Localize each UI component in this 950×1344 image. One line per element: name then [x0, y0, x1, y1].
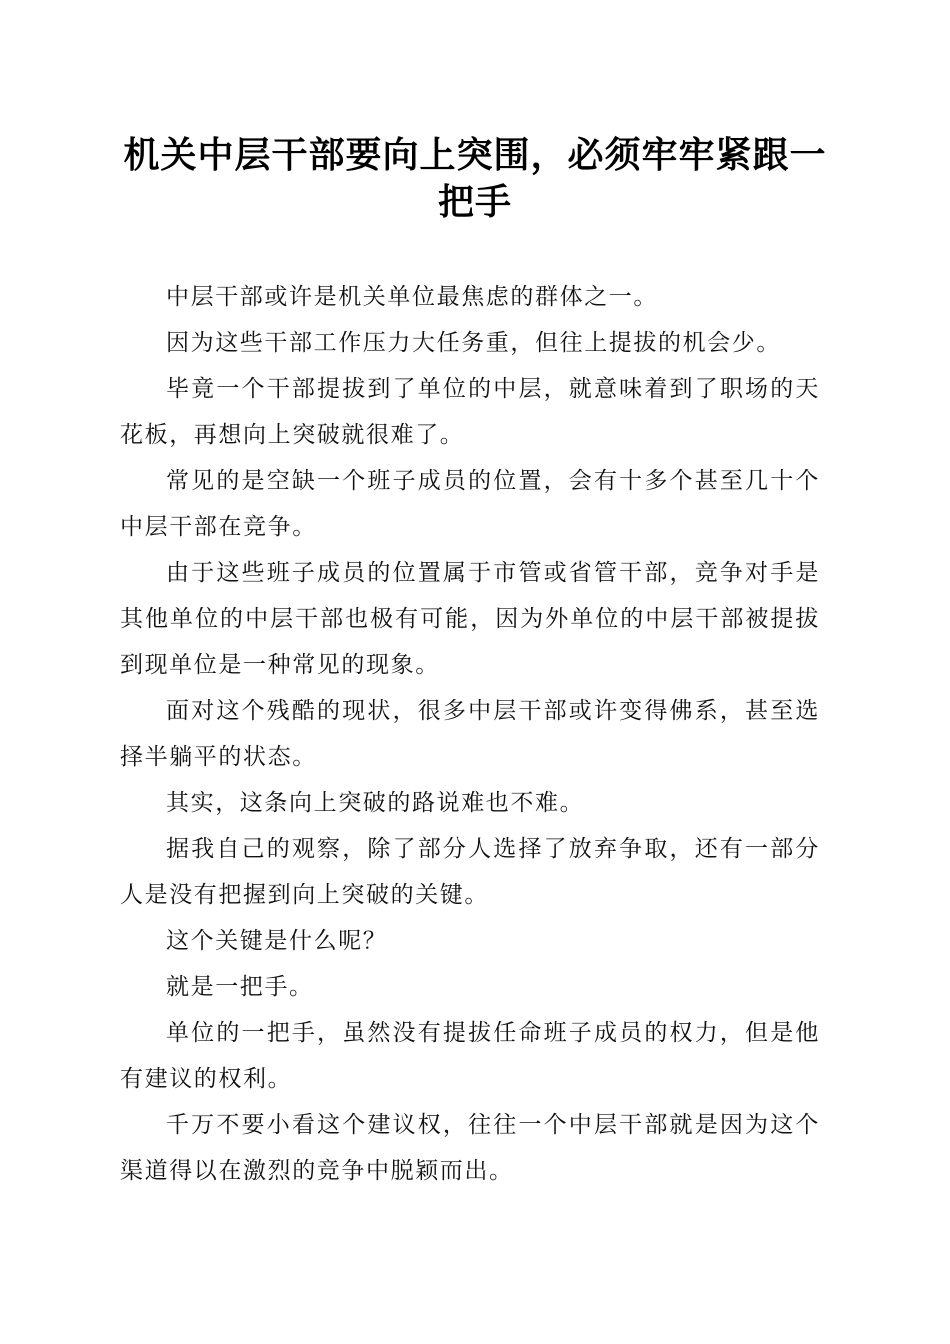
paragraph: 面对这个残酷的现状，很多中层干部或许变得佛系，甚至选择半躺平的状态。 — [120, 698, 820, 770]
paragraph: 常见的是空缺一个班子成员的位置，会有十多个甚至几十个中层干部在竞争。 — [120, 468, 820, 540]
document-title: 机关中层干部要向上突围，必须牢牢紧跟一把手 — [123, 134, 827, 223]
paragraph: 这个关键是什么呢？ — [166, 928, 388, 954]
paragraph: 因为这些干部工作压力大任务重，但往上提拔的机会少。 — [166, 330, 781, 356]
paragraph: 毕竟一个干部提拔到了单位的中层，就意味着到了职场的天花板，再想向上突破就很难了。 — [120, 376, 820, 448]
paragraph: 千万不要小看这个建议权，往往一个中层干部就是因为这个渠道得以在激烈的竞争中脱颖而出。 — [120, 1112, 820, 1184]
document-body — [120, 274, 820, 1194]
paragraph: 单位的一把手，虽然没有提拔任命班子成员的权力，但是他有建议的权利。 — [120, 1020, 820, 1092]
paragraph: 就是一把手。 — [166, 974, 314, 1000]
paragraph: 其实，这条向上突破的路说难也不难。 — [166, 790, 585, 816]
paragraph: 中层干部或许是机关单位最焦虑的群体之一。 — [166, 284, 658, 310]
paragraph: 据我自己的观察，除了部分人选择了放弃争取，还有一部分人是没有把握到向上突破的关键。 — [120, 836, 820, 908]
paragraph: 由于这些班子成员的位置属于市管或省管干部，竞争对手是其他单位的中层干部也极有可能，因为外单位的中层干部被提拔到现单位是一种常见的现象。 — [120, 560, 820, 678]
